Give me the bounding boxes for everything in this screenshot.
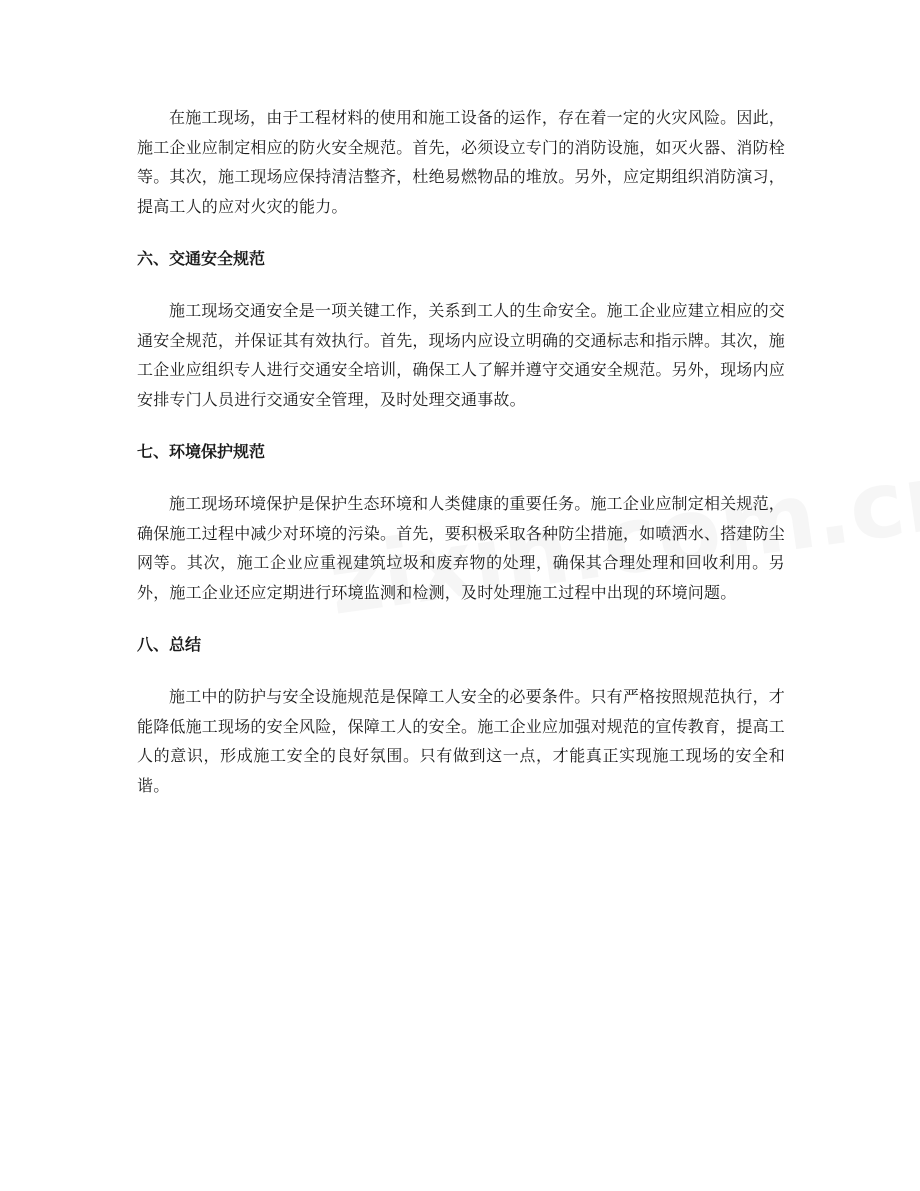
document-body xyxy=(137,103,785,800)
heading-environment: 七、环境保护规范 xyxy=(137,442,266,461)
paragraph-fire-safety: 在施工现场，由于工程材料的使用和施工设备的运作，存在着一定的火灾风险。因此，施工企业应制定相应的防火安全规范。首先，必须设立专门的消防设施，如灭火器、消防栓等。其次，施工现场应保持清洁整齐，杜绝易燃物品的堆放。另外，应定期组织消防演习，提高工人的应对火灾的能力。 xyxy=(137,108,786,216)
paragraph-environment: 施工现场环境保护是保护生态环境和人类健康的重要任务。施工企业应制定相关规范，确保施工过程中减少对环境的污染。首先，要积极采取各种防尘措施，如喷洒水、搭建防尘网等。其次，施工企业应重视建筑垃圾和废弃物的处理，确保其合理处理和回收利用。另外，施工企业还应定期进行环境监测和检测，及时处理施工过程中出现的环境问题。 xyxy=(137,494,786,602)
paragraph-traffic-safety: 施工现场交通安全是一项关键工作，关系到工人的生命安全。施工企业应建立相应的交通安全规范，并保证其有效执行。首先，现场内应设立明确的交通标志和指示牌。其次，施工企业应组织专人进行交通安全培训，确保工人了解并遵守交通安全规范。另外，现场内应安排专门人员进行交通安全管理，及时处理交通事故。 xyxy=(137,301,786,409)
paragraph-summary: 施工中的防护与安全设施规范是保障工人安全的必要条件。只有严格按照规范执行，才能降低施工现场的安全风险，保障工人的安全。施工企业应加强对规范的宣传教育，提高工人的意识，形成施工安全的良好氛围。只有做到这一点，才能真正实现施工现场的安全和谐。 xyxy=(137,687,786,795)
heading-summary: 八、总结 xyxy=(137,635,202,654)
heading-traffic-safety: 六、交通安全规范 xyxy=(137,249,266,268)
